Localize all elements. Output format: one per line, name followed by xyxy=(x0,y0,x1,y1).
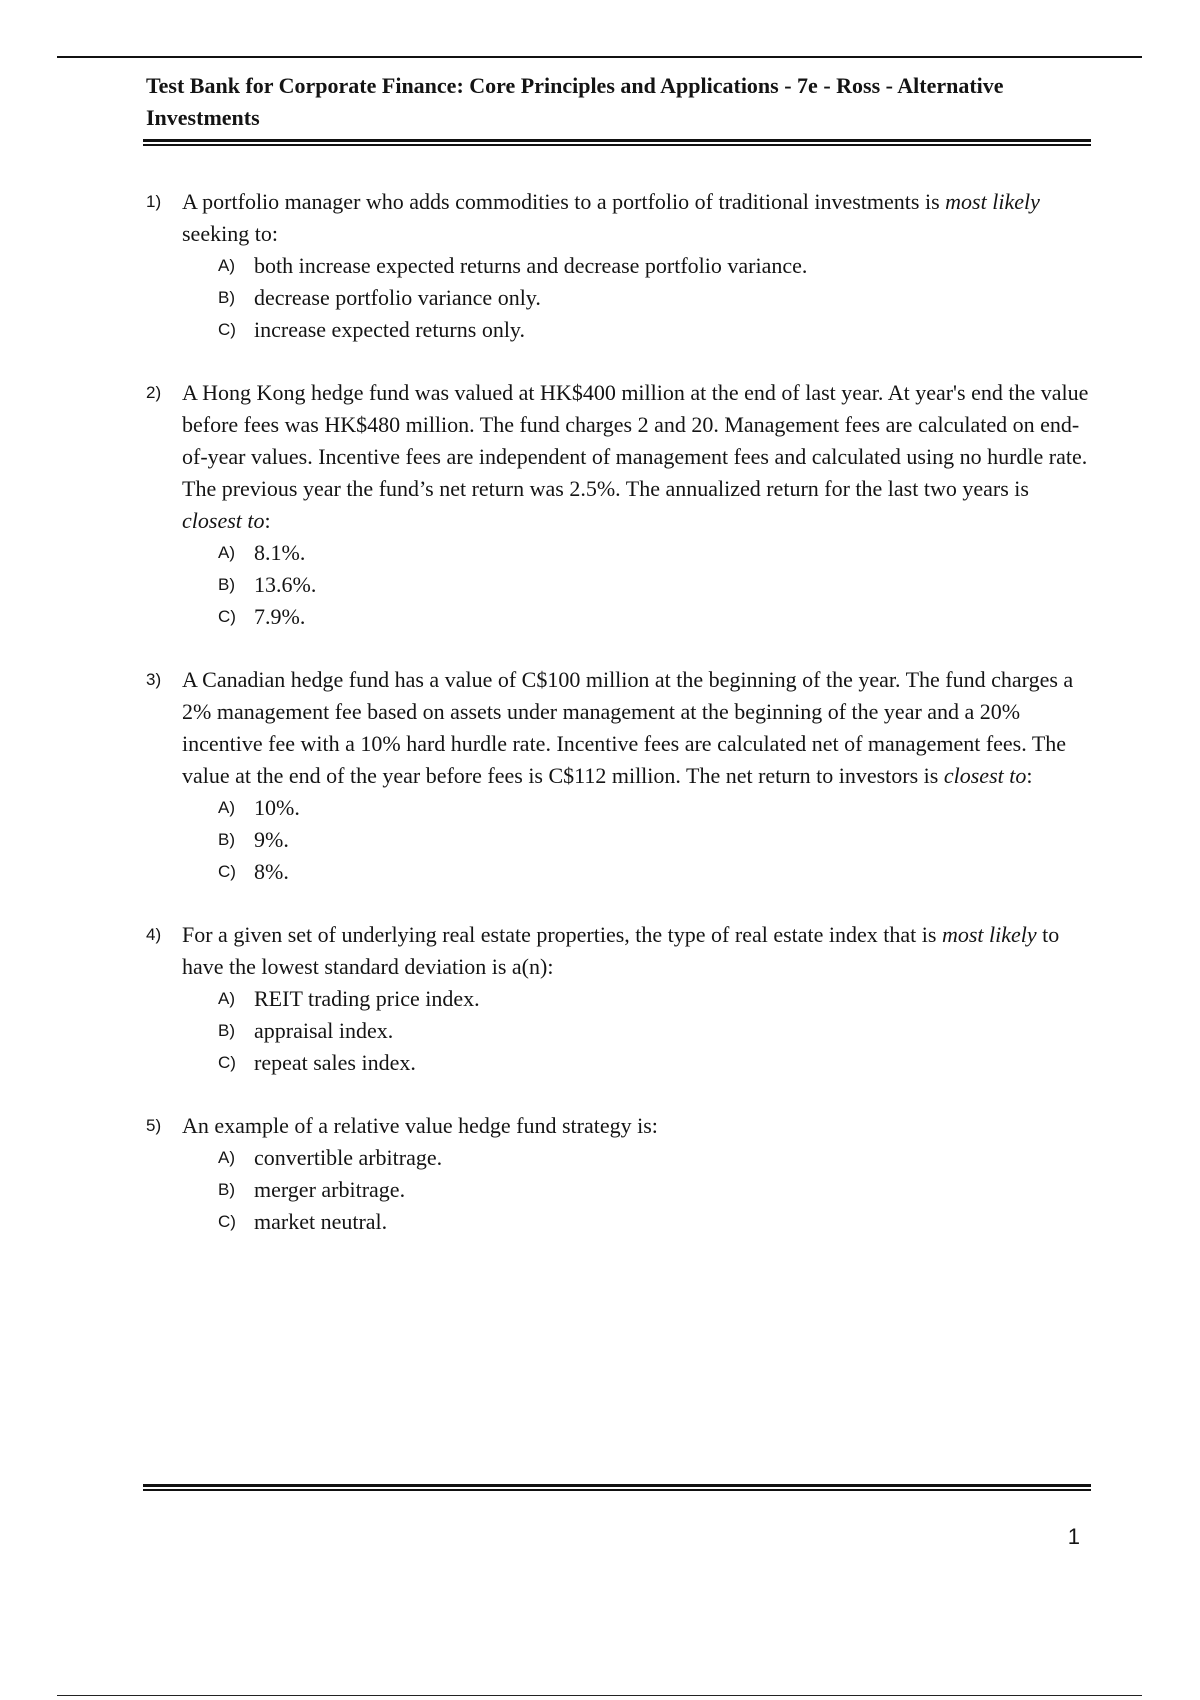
answer-option xyxy=(218,1015,1091,1047)
option-text: 8.1%. xyxy=(254,540,306,565)
page-top-rule xyxy=(57,56,1142,58)
question-body xyxy=(182,1110,1091,1238)
question-body xyxy=(182,377,1091,633)
option-text: 13.6%. xyxy=(254,572,317,597)
question-text xyxy=(182,377,1091,537)
footer-double-rule xyxy=(143,1484,1091,1491)
answer-option xyxy=(218,569,1091,601)
answer-option xyxy=(218,250,1091,282)
question-text xyxy=(182,186,1091,250)
option-letter: B) xyxy=(218,288,235,307)
question-number: 3) xyxy=(146,670,162,689)
question-text-emphasis: closest to xyxy=(943,763,1027,788)
question-number: 1) xyxy=(146,192,162,211)
option-letter: B) xyxy=(218,575,235,594)
answer-option xyxy=(218,1206,1091,1238)
question-list xyxy=(146,186,1091,1269)
document-title: Test Bank for Corporate Finance: Core Principles and Applications - 7e - Ross - Alternative Investments xyxy=(146,73,1004,130)
option-letter: C) xyxy=(218,320,236,339)
question-text-emphasis: most likely xyxy=(941,922,1037,947)
answer-options xyxy=(182,792,1091,888)
option-text: repeat sales index. xyxy=(254,1050,416,1075)
question-text-segment: A Hong Kong hedge fund was valued at HK$400 million at the end of last year. At year's end the value before fees was HK$480 million. The fund charges 2 and 20. Management fees are calculated on end- of-year values. Incentive fees are independent of management fees and calculated using no hurdle rate. The previous year the fund’s net return was 2.5%. The annualized return for the last two years is xyxy=(182,380,1089,501)
option-letter: A) xyxy=(218,543,235,562)
answer-option xyxy=(218,537,1091,569)
option-text: both increase expected returns and decrease portfolio variance. xyxy=(254,253,808,278)
option-letter: B) xyxy=(218,830,235,849)
answer-option xyxy=(218,1047,1091,1079)
question-body xyxy=(182,664,1091,888)
option-letter: C) xyxy=(218,607,236,626)
question-text-segment: An example of a relative value hedge fund strategy is: xyxy=(182,1113,658,1138)
answer-option xyxy=(218,983,1091,1015)
option-text: decrease portfolio variance only. xyxy=(254,285,541,310)
question-item xyxy=(146,377,1091,633)
question-item xyxy=(146,664,1091,888)
option-text: merger arbitrage. xyxy=(254,1177,406,1202)
question-text-emphasis: closest to xyxy=(182,508,265,533)
answer-option xyxy=(218,314,1091,346)
option-text: 8%. xyxy=(254,859,289,884)
answer-option xyxy=(218,282,1091,314)
option-letter: B) xyxy=(218,1180,235,1199)
question-item xyxy=(146,186,1091,346)
option-text: convertible arbitrage. xyxy=(254,1145,443,1170)
option-letter: C) xyxy=(218,862,236,881)
question-body xyxy=(182,919,1091,1079)
answer-options xyxy=(182,250,1091,346)
option-letter: C) xyxy=(218,1212,236,1231)
question-number: 4) xyxy=(146,925,162,944)
question-text-segment: A Canadian hedge fund has a value of C$100 million at the beginning of the year. The fund charges a 2% management fee based on assets under management at the beginning of the year and a 20% incentive fee with a 10% hard hurdle rate. Incentive fees are calculated net of management fees. The value at the end of the year before fees is C$112 million. The net return to investors is xyxy=(182,667,1074,788)
option-letter: A) xyxy=(218,798,235,817)
answer-options xyxy=(182,1142,1091,1238)
question-text-segment: For a given set of underlying real estate properties, the type of real estate index that is xyxy=(182,922,942,947)
option-text: 10%. xyxy=(254,795,300,820)
question-text-segment: seeking to: xyxy=(182,221,278,246)
answer-option xyxy=(218,824,1091,856)
answer-option xyxy=(218,792,1091,824)
option-text: market neutral. xyxy=(254,1209,388,1234)
page-bottom-rule xyxy=(57,1695,1142,1696)
option-letter: A) xyxy=(218,256,235,275)
question-body xyxy=(182,186,1091,346)
question-item xyxy=(146,1110,1091,1238)
question-text-segment: to have the lowest standard deviation is a(n): xyxy=(182,922,1060,979)
question-text xyxy=(182,1110,1091,1142)
question-number: 5) xyxy=(146,1116,162,1135)
question-text-segment: : xyxy=(264,508,271,533)
question-item xyxy=(146,919,1091,1079)
answer-option xyxy=(218,856,1091,888)
option-text: increase expected returns only. xyxy=(254,317,526,342)
answer-option xyxy=(218,601,1091,633)
question-text-segment: A portfolio manager who adds commodities to a portfolio of traditional investments is xyxy=(182,189,946,214)
page-number: 1 xyxy=(1067,1524,1080,1549)
option-text: 9%. xyxy=(254,827,289,852)
answer-option xyxy=(218,1142,1091,1174)
option-letter: A) xyxy=(218,989,235,1008)
option-letter: A) xyxy=(218,1148,235,1167)
option-text: appraisal index. xyxy=(254,1018,394,1043)
header-double-rule xyxy=(143,139,1091,146)
question-number: 2) xyxy=(146,383,162,402)
question-text xyxy=(182,919,1091,983)
question-text-emphasis: most likely xyxy=(945,189,1040,214)
option-text: REIT trading price index. xyxy=(254,986,480,1011)
option-text: 7.9%. xyxy=(254,604,306,629)
question-text xyxy=(182,664,1091,792)
option-letter: C) xyxy=(218,1053,236,1072)
answer-options xyxy=(182,537,1091,633)
answer-option xyxy=(218,1174,1091,1206)
question-text-segment: : xyxy=(1026,763,1033,788)
option-letter: B) xyxy=(218,1021,235,1040)
answer-options xyxy=(182,983,1091,1079)
